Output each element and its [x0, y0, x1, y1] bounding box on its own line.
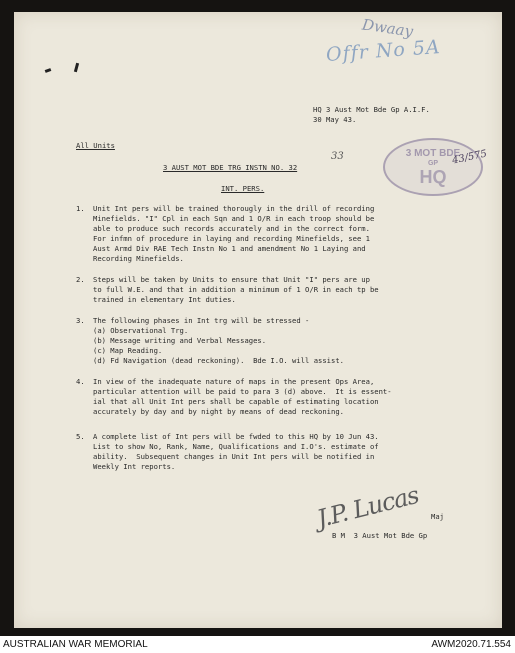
paragraph-line: (d) Fd Navigation (dead reckoning). Bde I.O. will assist.	[93, 356, 344, 365]
stamp-text: 3 MOT BDE	[405, 148, 461, 159]
paragraph-line: ial that all Unit Int pers shall be capable of estimating location	[93, 397, 379, 406]
signatory-rank: Maj	[431, 512, 444, 521]
paragraph-line: trained in elementary Int duties.	[93, 295, 236, 304]
paragraph-line: Recording Minefields.	[93, 254, 184, 263]
paragraph-line: (c) Map Reading.	[93, 346, 163, 355]
handwritten-scrawl: Dwaay	[360, 15, 415, 41]
paragraph-line: Aust Armd Div RAE Tech Instn No 1 and amendment No 1 Laying and	[93, 244, 366, 253]
from-address: HQ 3 Aust Mot Bde Gp A.I.F.	[313, 105, 430, 114]
folio-annotation: Offr No 5A	[325, 36, 442, 66]
paragraph-line: In view of the inadequate nature of maps in the present Ops Area,	[93, 377, 375, 386]
archive-reference: AWM2020.71.554	[431, 639, 511, 650]
paragraph-line: to full W.E. and that in addition a minimum of 1 O/R in each tp be	[93, 285, 379, 294]
paragraph-number: 4.	[76, 377, 85, 386]
paragraph-line: (b) Message writing and Verbal Messages.	[93, 336, 267, 345]
archive-name: AUSTRALIAN WAR MEMORIAL	[3, 639, 148, 650]
signature: J.P. Lucas	[314, 480, 422, 534]
headquarters-stamp	[383, 138, 483, 196]
document-date: 30 May 43.	[313, 115, 357, 124]
paragraph-line: particular attention will be paid to para 3 (d) above. It is essent-	[93, 387, 392, 396]
paragraph-line: ability. Subsequent changes in Unit Int pers will be notified in	[93, 452, 375, 461]
paragraph-line: (a) Observational Trg.	[93, 326, 189, 335]
paragraph-line: A complete list of Int pers will be fwded to this HQ by 10 Jun 43.	[93, 432, 379, 441]
paragraph-line: Steps will be taken by Units to ensure that Unit "I" pers are up	[93, 275, 370, 284]
stamp-text: GP	[427, 160, 439, 167]
paragraph-line: For infmn of procedure in laying and recording Minefields, see 1	[93, 234, 370, 243]
stamp-reference: 43/575	[451, 148, 488, 167]
paragraph-line: able to produce such records accurately and in the correct form.	[93, 224, 370, 233]
signatory-appointment: B M 3 Aust Mot Bde Gp	[332, 531, 428, 540]
paragraph-line: Unit Int pers will be trained thorougly in the drill of recording	[93, 204, 375, 213]
archive-footer	[0, 636, 515, 653]
paragraph-line: List to show No, Rank, Name, Qualifications and I.O's. estimate of	[93, 442, 379, 451]
subject-heading: INT. PERS.	[221, 184, 265, 193]
paragraph-number: 1.	[76, 204, 85, 213]
paragraph-line: accurately by day and by night by means of dead reckoning.	[93, 407, 344, 416]
paragraph-line: Minefields. "I" Cpl in each Sqn and 1 O/R in each troop should be	[93, 214, 375, 223]
instruction-title: 3 AUST MOT BDE TRG INSTN NO. 32	[163, 163, 298, 172]
paragraph-number: 3.	[76, 316, 85, 325]
stamp-text: HQ	[419, 167, 447, 187]
handwritten-number: 33	[331, 151, 344, 162]
paragraph-number: 5.	[76, 432, 85, 441]
paragraph-number: 2.	[76, 275, 85, 284]
paragraph-line: Weekly Int reports.	[93, 462, 176, 471]
paragraph-line: The following phases in Int trg will be stressed -	[93, 316, 310, 325]
addressee: All Units	[76, 141, 115, 150]
